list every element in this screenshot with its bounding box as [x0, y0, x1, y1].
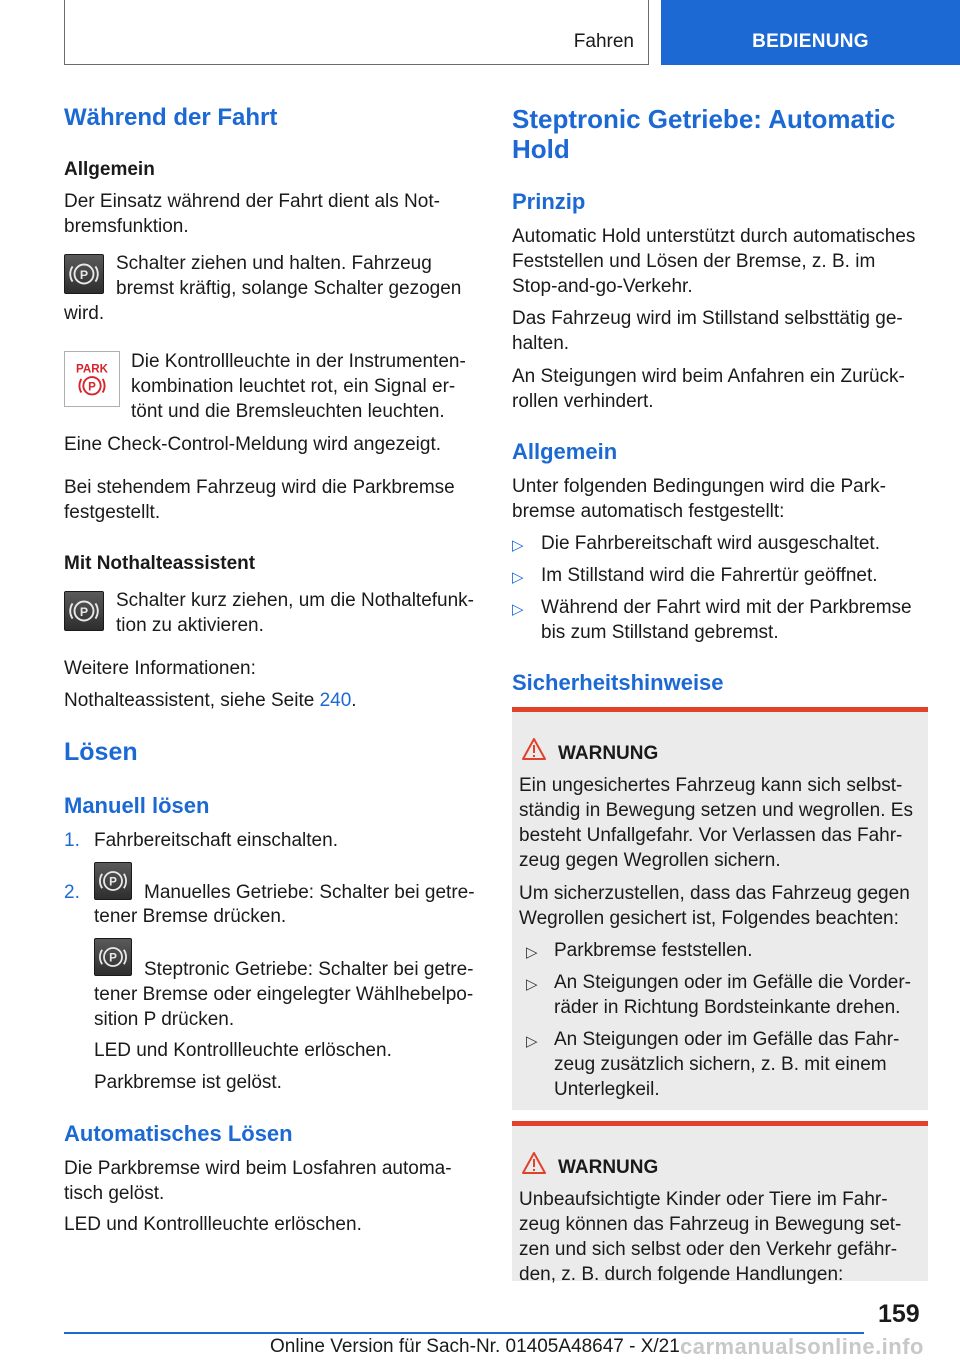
warning-1-line-1: Ein ungesichertes Fahrzeug kann sich selbst-: [519, 775, 903, 796]
auto-line-1: Die Parkbremse wird beim Losfahren automa-: [64, 1158, 452, 1179]
warning-1-bullet-1: Parkbremse feststellen.: [554, 940, 753, 961]
prinzip-line-1: Automatic Hold unterstützt durch automatisches: [512, 226, 916, 247]
reference-end: .: [351, 690, 357, 711]
step-2-line-2: tener Bremse drücken.: [94, 906, 287, 927]
heading-automatisches-loesen: Automatisches Lösen: [64, 1121, 293, 1146]
bullet-icon: ▷: [512, 537, 524, 554]
prinzip-line-4: Das Fahrzeug wird im Stillstand selbsttätig ge-: [512, 308, 903, 329]
heading-waehrend-der-fahrt: Während der Fahrt: [64, 104, 278, 131]
allg-line-2: bremse automatisch festgestellt:: [512, 501, 785, 522]
bullet-icon: ▷: [526, 944, 538, 961]
allgemein-subheading: Allgemein: [64, 159, 155, 180]
auto-line-2: tisch gelöst.: [64, 1183, 165, 1204]
svg-text:P: P: [109, 875, 117, 889]
weitere-informationen: Weitere Informationen:: [64, 658, 256, 679]
header-section-tab: [64, 0, 649, 65]
prinzip-line-6: An Steigungen wird beim Anfahren ein Zurück-: [512, 366, 905, 387]
stand-line-2: festgestellt.: [64, 502, 161, 523]
step-2d: Parkbremse ist gelöst.: [94, 1072, 282, 1093]
step-2b-line-3: sition P drücken.: [94, 1009, 235, 1030]
parking-brake-switch-icon: [64, 254, 104, 294]
stand-line-1: Bei stehendem Fahrzeug wird die Parkbremse: [64, 477, 455, 498]
header-section-label: Fahren: [573, 31, 634, 52]
footer-online-version: Online Version für Sach-Nr. 01405A48647 - X/21: [270, 1336, 680, 1357]
allgemein-line-1: Der Einsatz während der Fahrt dient als Not-: [64, 191, 440, 212]
bullet-1: Die Fahrbereitschaft wird ausgeschaltet.: [541, 533, 880, 554]
step-2b-line-1: Steptronic Getriebe: Schalter bei getre-: [144, 959, 474, 980]
svg-text:P: P: [88, 381, 96, 394]
page-number: 159: [878, 1300, 920, 1328]
warning-1-line-6: Wegrollen gesichert ist, Folgendes beachten:: [519, 908, 899, 929]
reference-text: Nothalteassistent, siehe Seite: [64, 690, 320, 711]
reference-line: [64, 688, 357, 713]
warning-1-line-4: zeug gegen Wegrollen sichern.: [519, 850, 781, 871]
allgemein-line-2: bremsfunktion.: [64, 216, 189, 237]
heading-steptronic-line-1: Steptronic Getriebe: Automatic: [512, 104, 896, 134]
warning-1-line-3: besteht Unfallgefahr. Vor Verlassen das Fahr-: [519, 825, 903, 846]
svg-text:P: P: [79, 604, 89, 619]
bullet-3-line-1: Während der Fahrt wird mit der Parkbremse: [541, 597, 912, 618]
step-1-text: Fahrbereitschaft einschalten.: [94, 830, 338, 851]
park-line-3: tönt und die Bremsleuchten leuchten.: [131, 401, 445, 422]
warning-2-line-1: Unbeaufsichtigte Kinder oder Tiere im Fahr-: [519, 1189, 888, 1210]
heading-manuell-loesen: Manuell lösen: [64, 793, 210, 818]
auto-line-3: LED und Kontrollleuchte erlöschen.: [64, 1214, 362, 1235]
warning-1-title: WARNUNG: [558, 743, 659, 764]
svg-text:P: P: [79, 267, 89, 282]
bullet-3-line-2: bis zum Stillstand gebremst.: [541, 622, 779, 643]
warning-1-bullet-2-line-1: An Steigungen oder im Gefälle die Vorder-: [554, 972, 911, 993]
warning-1-line-5: Um sicherzustellen, dass das Fahrzeug gegen: [519, 883, 910, 904]
switch-line-2: bremst kräftig, solange Schalter gezogen: [116, 278, 462, 299]
warning-triangle-icon: [522, 1152, 546, 1174]
bullet-icon: ▷: [512, 569, 524, 586]
warning-box-1: [512, 707, 928, 1110]
nothalteassistent-subheading: Mit Nothalteassistent: [64, 553, 256, 574]
heading-allgemein: Allgemein: [512, 439, 618, 464]
check-control-message: Eine Check-Control-Meldung wird angezeigt.: [64, 434, 442, 455]
prinzip-line-5: halten.: [512, 333, 570, 354]
header-chapter-label: BEDIENUNG: [752, 31, 869, 52]
reference-page-link[interactable]: 240: [319, 690, 352, 711]
warning-2-title: WARNUNG: [558, 1157, 659, 1178]
allg-line-1: Unter folgenden Bedingungen wird die Park-: [512, 476, 886, 497]
header-chapter-tab: [661, 0, 960, 65]
step-2-line-1: Manuelles Getriebe: Schalter bei getre-: [144, 882, 475, 903]
warning-2-line-3: zen und sich selbst oder den Verkehr gefähr-: [519, 1239, 898, 1260]
svg-text:PARK: PARK: [76, 363, 108, 376]
warning-1-line-2: ständig in Bewegung setzen und wegrollen. Es: [519, 800, 913, 821]
parking-brake-switch-icon: [64, 591, 104, 631]
svg-text:P: P: [109, 951, 117, 965]
step-2c: LED und Kontrollleuchte erlöschen.: [94, 1040, 392, 1061]
warning-1-bullet-2-line-2: räder in Richtung Bordsteinkante drehen.: [554, 997, 901, 1018]
heading-steptronic-line-2: Hold: [512, 134, 570, 164]
park-indicator-icon: [64, 351, 120, 407]
warning-box-2: [512, 1121, 928, 1285]
warning-2-line-4: den, z. B. durch folgende Handlungen:: [519, 1264, 844, 1285]
watermark: carmanualsonline.info: [680, 1334, 924, 1359]
switch-line-1: Schalter ziehen und halten. Fahrzeug: [116, 253, 432, 274]
bullet-icon: ▷: [512, 601, 524, 618]
prinzip-line-7: rollen verhindert.: [512, 391, 654, 412]
step-2b-line-2: tener Bremse oder eingelegter Wählhebelpo-: [94, 984, 474, 1005]
switch-line-3: wird.: [64, 303, 105, 324]
warning-1-bullet-3-line-1: An Steigungen oder im Gefälle das Fahr-: [554, 1029, 900, 1050]
park-line-2: kombination leuchtet rot, ein Signal er-: [131, 376, 456, 397]
step-2-number: 2.: [64, 882, 80, 903]
prinzip-line-2: Feststellen und Lösen der Bremse, z. B. im: [512, 251, 876, 272]
parking-brake-switch-icon: [94, 938, 132, 976]
notassist-line-1: Schalter kurz ziehen, um die Nothaltefunk-: [116, 590, 475, 611]
parking-brake-switch-icon: [94, 862, 132, 900]
bullet-icon: ▷: [526, 1033, 538, 1050]
heading-sicherheitshinweise: Sicherheitshinweise: [512, 670, 724, 695]
heading-prinzip: Prinzip: [512, 189, 586, 214]
notassist-line-2: tion zu aktivieren.: [116, 615, 264, 636]
warning-2-line-2: zeug können das Fahrzeug in Bewegung set-: [519, 1214, 902, 1235]
step-1-number: 1.: [64, 830, 80, 851]
heading-loesen: Lösen: [64, 738, 138, 766]
park-line-1: Die Kontrollleuchte in der Instrumenten-: [131, 351, 466, 372]
bullet-icon: ▷: [526, 976, 538, 993]
warning-triangle-icon: [522, 738, 546, 760]
warning-1-bullet-3-line-3: Unterlegkeil.: [554, 1079, 660, 1100]
warning-1-bullet-3-line-2: zeug zusätzlich sichern, z. B. mit einem: [554, 1054, 887, 1075]
bullet-2: Im Stillstand wird die Fahrertür geöffnet.: [541, 565, 878, 586]
prinzip-line-3: Stop-and-go-Verkehr.: [512, 276, 693, 297]
